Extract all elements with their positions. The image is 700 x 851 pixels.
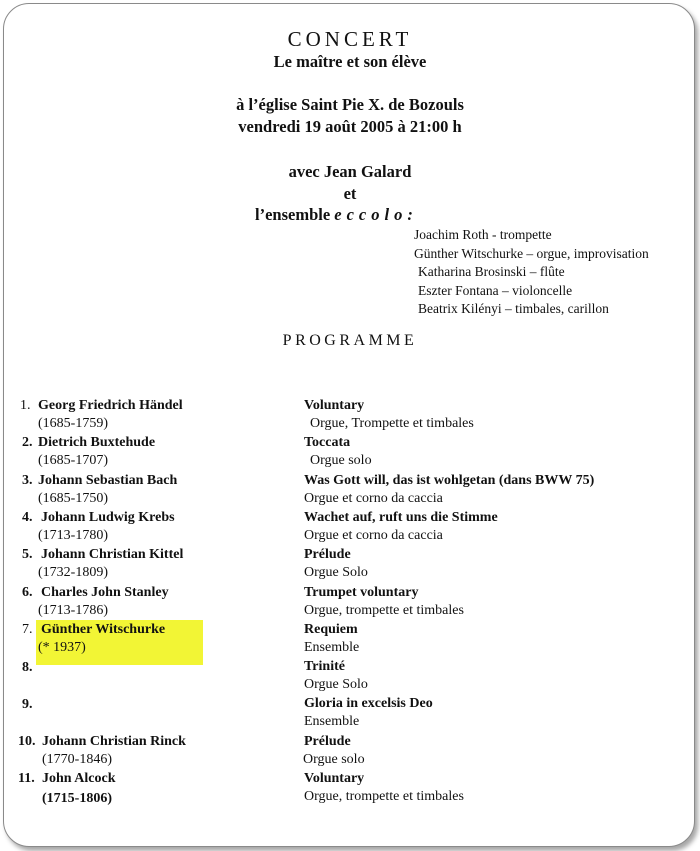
member-item: Eszter Fontana – violoncelle (418, 282, 573, 298)
work-scoring: Orgue Solo (304, 677, 368, 692)
composer-dates: (1685-1707) (38, 453, 108, 468)
item-number: 6. (22, 585, 33, 600)
work-title: Prélude (304, 547, 351, 562)
venue-line: à l’église Saint Pie X. de Bozouls (236, 95, 464, 114)
work-title: Wachet auf, ruft uns die Stimme (304, 510, 498, 525)
work-scoring: Ensemble (304, 714, 360, 729)
work-scoring: Orgue et corno da caccia (304, 528, 443, 543)
members-list (414, 226, 649, 319)
composer-name: Johann Christian Kittel (41, 547, 184, 562)
work-scoring: Orgue, trompette et timbales (304, 603, 464, 618)
composer-name: Johann Christian Rinck (42, 734, 186, 749)
item-number: 4. (22, 510, 33, 525)
work-scoring: Orgue solo (310, 453, 372, 468)
composer-name: Johann Ludwig Krebs (41, 510, 175, 525)
composer-dates: (1732-1809) (38, 565, 108, 580)
composer-dates: (1685-1750) (38, 491, 108, 506)
work-title: Trumpet voluntary (304, 585, 419, 600)
member-item: Joachim Roth - trompette (414, 227, 552, 242)
composer-dates: (1713-1780) (38, 528, 108, 543)
item-number: 7. (22, 622, 33, 637)
work-title: Was Gott will, das ist wohlgetan (dans BWW 75) (304, 473, 595, 488)
work-title: Trinité (304, 659, 345, 674)
member-item: Günther Witschurke – orgue, improvisation (414, 245, 649, 261)
work-title: Requiem (304, 622, 358, 637)
ensemble-prefix: l’ensemble (255, 205, 335, 224)
work-scoring: Orgue, trompette et timbales (304, 789, 464, 804)
member-item: Katharina Brosinski – flûte (418, 264, 565, 280)
work-title: Toccata (304, 435, 351, 450)
composer-dates: (* 1937) (38, 640, 86, 655)
item-number: 8. (22, 660, 33, 675)
item-number: 3. (22, 473, 33, 488)
concert-subtitle: Le maître et son élève (273, 52, 427, 71)
work-title: Prélude (304, 734, 351, 749)
work-title: Voluntary (304, 771, 365, 786)
composer-name: Dietrich Buxtehude (38, 435, 156, 450)
composer-dates: (1770-1846) (42, 752, 112, 767)
ensemble-name: eccolo: (334, 205, 418, 224)
item-number: 10. (18, 734, 36, 749)
work-scoring: Orgue et corno da caccia (304, 491, 443, 506)
ensemble-line (255, 205, 418, 225)
work-scoring: Orgue solo (303, 752, 365, 767)
performer-line: avec Jean Galard (288, 162, 412, 181)
concert-title: CONCERT (287, 27, 413, 51)
item-number: 1. (20, 398, 31, 413)
conjunction-line: et (343, 184, 357, 203)
work-title: Gloria in excelsis Deo (304, 696, 433, 711)
work-scoring: Orgue Solo (304, 565, 368, 580)
work-scoring: Ensemble (304, 640, 360, 655)
item-number: 9. (22, 697, 33, 712)
composer-dates: (1685-1759) (38, 416, 108, 431)
member-item: Beatrix Kilényi – timbales, carillon (418, 301, 609, 317)
composer-dates: (1715-1806) (42, 791, 112, 806)
item-number: 11. (18, 771, 35, 786)
composer-name: John Alcock (42, 771, 116, 786)
item-number: 5. (22, 547, 33, 562)
composer-dates: (1713-1786) (38, 603, 108, 618)
work-scoring: Orgue, Trompette et timbales (310, 416, 474, 431)
composer-name: Günther Witschurke (41, 622, 166, 637)
composer-name: Johann Sebastian Bach (38, 473, 178, 488)
item-number: 2. (22, 435, 33, 450)
date-line: vendredi 19 août 2005 à 21:00 h (238, 117, 462, 136)
programme-heading: PROGRAMME (282, 332, 418, 349)
composer-name: Charles John Stanley (41, 585, 169, 600)
work-title: Voluntary (304, 398, 365, 413)
composer-name: Georg Friedrich Händel (38, 398, 183, 413)
